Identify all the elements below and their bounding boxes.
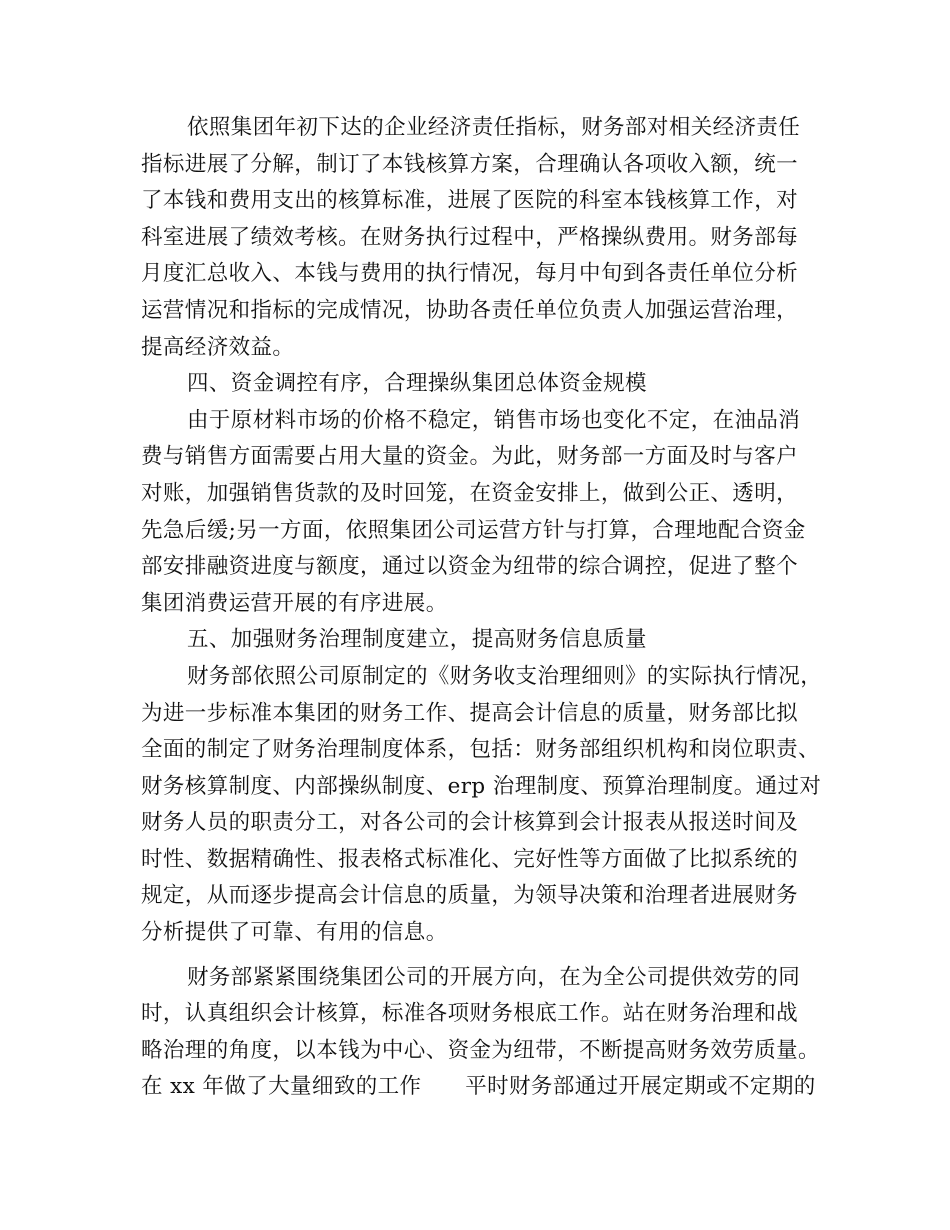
text-line: 财务人员的职责分工，对各公司的会计核算到会计报表从报送时间及	[141, 810, 799, 836]
text-line: 指标进展了分解，制订了本钱核算方案，合理确认各项收入额，统一	[141, 151, 799, 177]
paragraph	[141, 622, 821, 659]
text-line: 为进一步标准本集团的财务工作、提高会计信息的质量，财务部比拟	[141, 700, 799, 726]
text-line: 先急后缓;另一方面，依照集团公司运营方针与打算，合理地配合资金	[141, 517, 806, 543]
paragraph	[141, 659, 821, 952]
text-line: 财务部依照公司原制定的《财务收支治理细则》的实际执行情况，	[187, 663, 823, 689]
text-line: 依照集团年初下达的企业经济责任指标，财务部对相关经济责任	[187, 115, 801, 140]
text-line: 由于原材料市场的价格不稳定，销售市场也变化不定，在油品消	[187, 407, 801, 433]
text-line: 提高经济效益。	[141, 334, 295, 360]
paragraph	[141, 403, 821, 623]
text-line: 全面的制定了财务治理制度体系，包括：财务部组织机构和岗位职责、	[141, 737, 820, 763]
paragraph	[141, 960, 821, 1106]
text-line: 略治理的角度，以本钱为中心、资金为纽带，不断提高财务效劳质量。	[141, 1037, 820, 1063]
text-line: 五、加强财务治理制度建立，提高财务信息质量	[187, 627, 647, 653]
text-line: 规定，从而逐步提高会计信息的质量，为领导决策和治理者进展财务	[141, 883, 799, 909]
text-line: 财务部紧紧围绕集团公司的开展方向，在为全公司提供效劳的同	[187, 964, 801, 990]
text-line: 部安排融资进度与额度，通过以资金为纽带的综合调控，促进了整个	[141, 554, 799, 580]
text-line: 对账，加强销售货款的及时回笼，在资金安排上，做到公正、透明，	[141, 480, 799, 506]
text-line: 四、资金调控有序，合理操纵集团总体资金规模	[187, 371, 647, 397]
text-line: 费与销售方面需要占用大量的资金。为此，财务部一方面及时与客户	[141, 444, 799, 470]
text-line: 运营情况和指标的完成情况，协助各责任单位负责人加强运营治理，	[141, 297, 799, 323]
document-body	[141, 110, 821, 1106]
text-line: 时，认真组织会计核算，标准各项财务根底工作。站在财务治理和战	[141, 1001, 799, 1027]
paragraph	[141, 110, 821, 366]
text-line: 分析提供了可靠、有用的信息。	[141, 920, 448, 946]
text-line: 集团消费运营开展的有序进展。	[141, 590, 448, 616]
paragraph	[141, 366, 821, 403]
text-line: 科室进展了绩效考核。在财务执行过程中，严格操纵费用。财务部每	[141, 224, 799, 250]
text-line: 了本钱和费用支出的核算标准，进展了医院的科室本钱核算工作，对	[141, 188, 799, 214]
text-line: 在 xx 年做了大量细致的工作 平时财务部通过开展定期或不定期的	[141, 1074, 816, 1100]
text-line: 财务核算制度、内部操纵制度、erp 治理制度、预算治理制度。通过对	[141, 773, 822, 799]
text-line: 月度汇总收入、本钱与费用的执行情况，每月中旬到各责任单位分析	[141, 261, 799, 287]
text-line: 时性、数据精确性、报表格式标准化、完好性等方面做了比拟系统的	[141, 846, 799, 872]
